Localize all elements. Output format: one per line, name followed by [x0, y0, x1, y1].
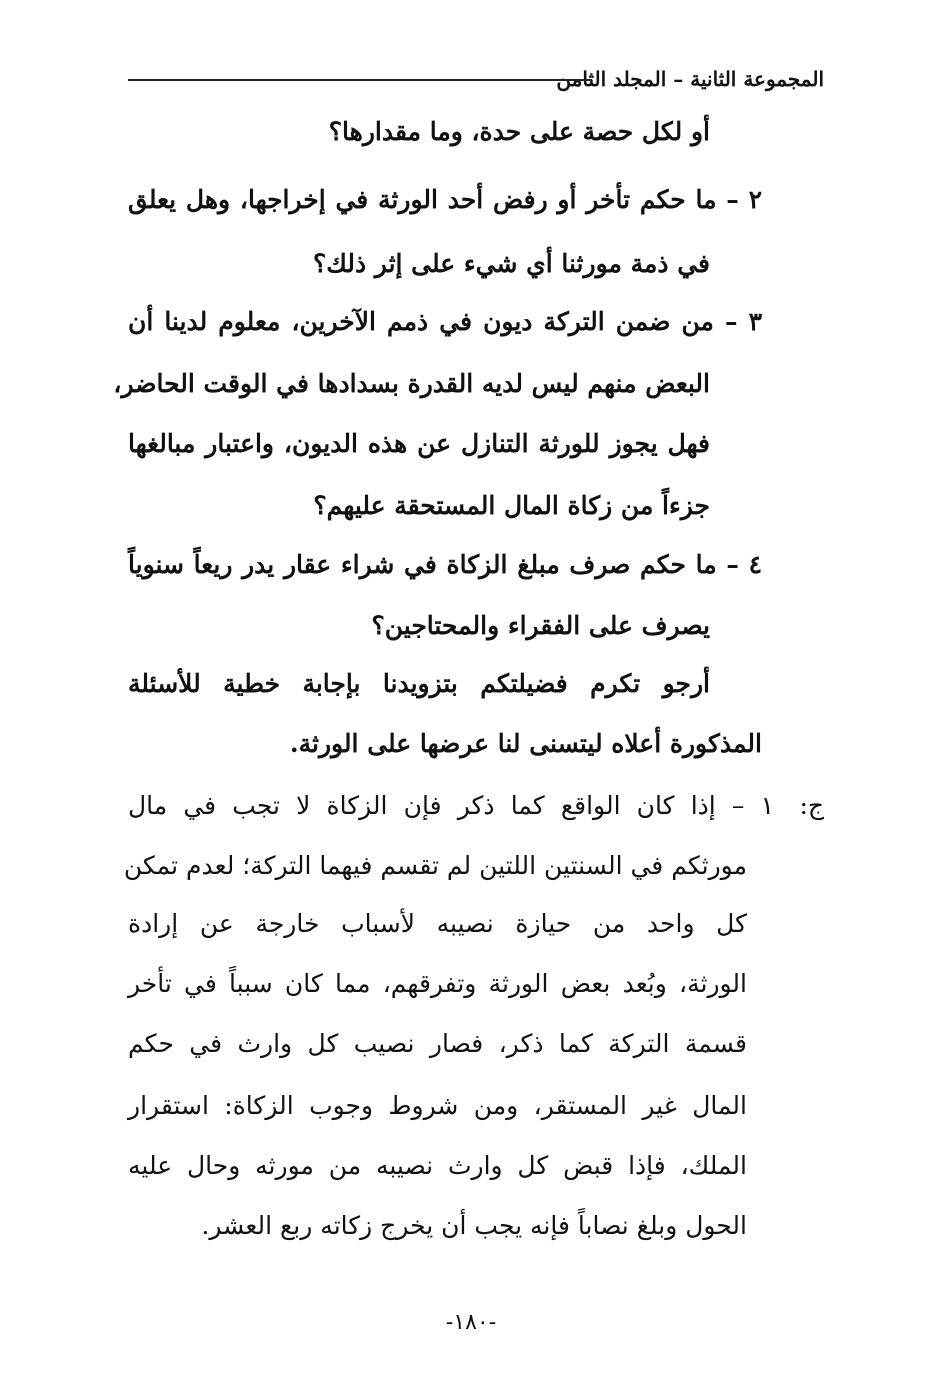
answer-line: مورثكم في السنتين اللتين لم تقسم فيهما التركة؛ لعدم تمكن [123, 851, 747, 880]
question-line: البعض منهم ليس لديه القدرة بسدادها في الوقت الحاضر، [113, 369, 710, 398]
question-line: ٢ – ما حكم تأخر أو رفض أحد الورثة في إخراجها، وهل يعلق [128, 185, 762, 214]
answer-line: ١ – إذا كان الواقع كما ذكر فإن الزكاة لا تجب في مال [128, 791, 774, 820]
page-number: -١٨٠- [445, 1310, 497, 1335]
question-line: فهل يجوز للورثة التنازل عن هذه الديون، واعتبار مبالغها [128, 429, 710, 458]
running-header [128, 62, 824, 96]
answer-line: قسمة التركة كما ذكر، فصار نصيب كل وارث في حكم [128, 1029, 747, 1058]
question-line: ٣ – من ضمن التركة ديون في ذمم الآخرين، معلوم لدينا أن [128, 307, 762, 336]
question-line: في ذمة مورثنا أي شيء على إثر ذلك؟ [312, 249, 710, 278]
question-line: أو لكل حصة على حدة، وما مقدارها؟ [328, 117, 710, 146]
answer-label: ج: [799, 791, 824, 820]
question-line: يصرف على الفقراء والمحتاجين؟ [371, 611, 710, 640]
answer-line: الورثة، وبُعد بعض الورثة وتفرقهم، مما كان سبباً في تأخر [128, 969, 747, 998]
question-line: ٤ – ما حكم صرف مبلغ الزكاة في شراء عقار يدر ريعاً سنوياً [128, 550, 762, 579]
question-line: المذكورة أعلاه ليتسنى لنا عرضها على الورثة. [289, 729, 762, 758]
question-line: جزءاً من زكاة المال المستحقة عليهم؟ [313, 491, 710, 520]
header-rule [128, 79, 592, 81]
answer-line: المال غير المستقر، ومن شروط وجوب الزكاة: استقرار [128, 1091, 747, 1120]
answer-line: الملك، فإذا قبض كل وارث نصيبه من مورثه وحال عليه [128, 1151, 747, 1180]
header-title: المجموعة الثانية – المجلد الثامن [556, 67, 824, 91]
question-line: أرجو تكرم فضيلتكم بتزويدنا بإجابة خطية للأسئلة [128, 669, 710, 698]
answer-line: الحول وبلغ نصاباً فإنه يجب أن يخرج زكاته ربع العشر. [201, 1211, 747, 1240]
answer-line: كل واحد من حيازة نصيبه لأسباب خارجة عن إرادة [128, 909, 747, 938]
